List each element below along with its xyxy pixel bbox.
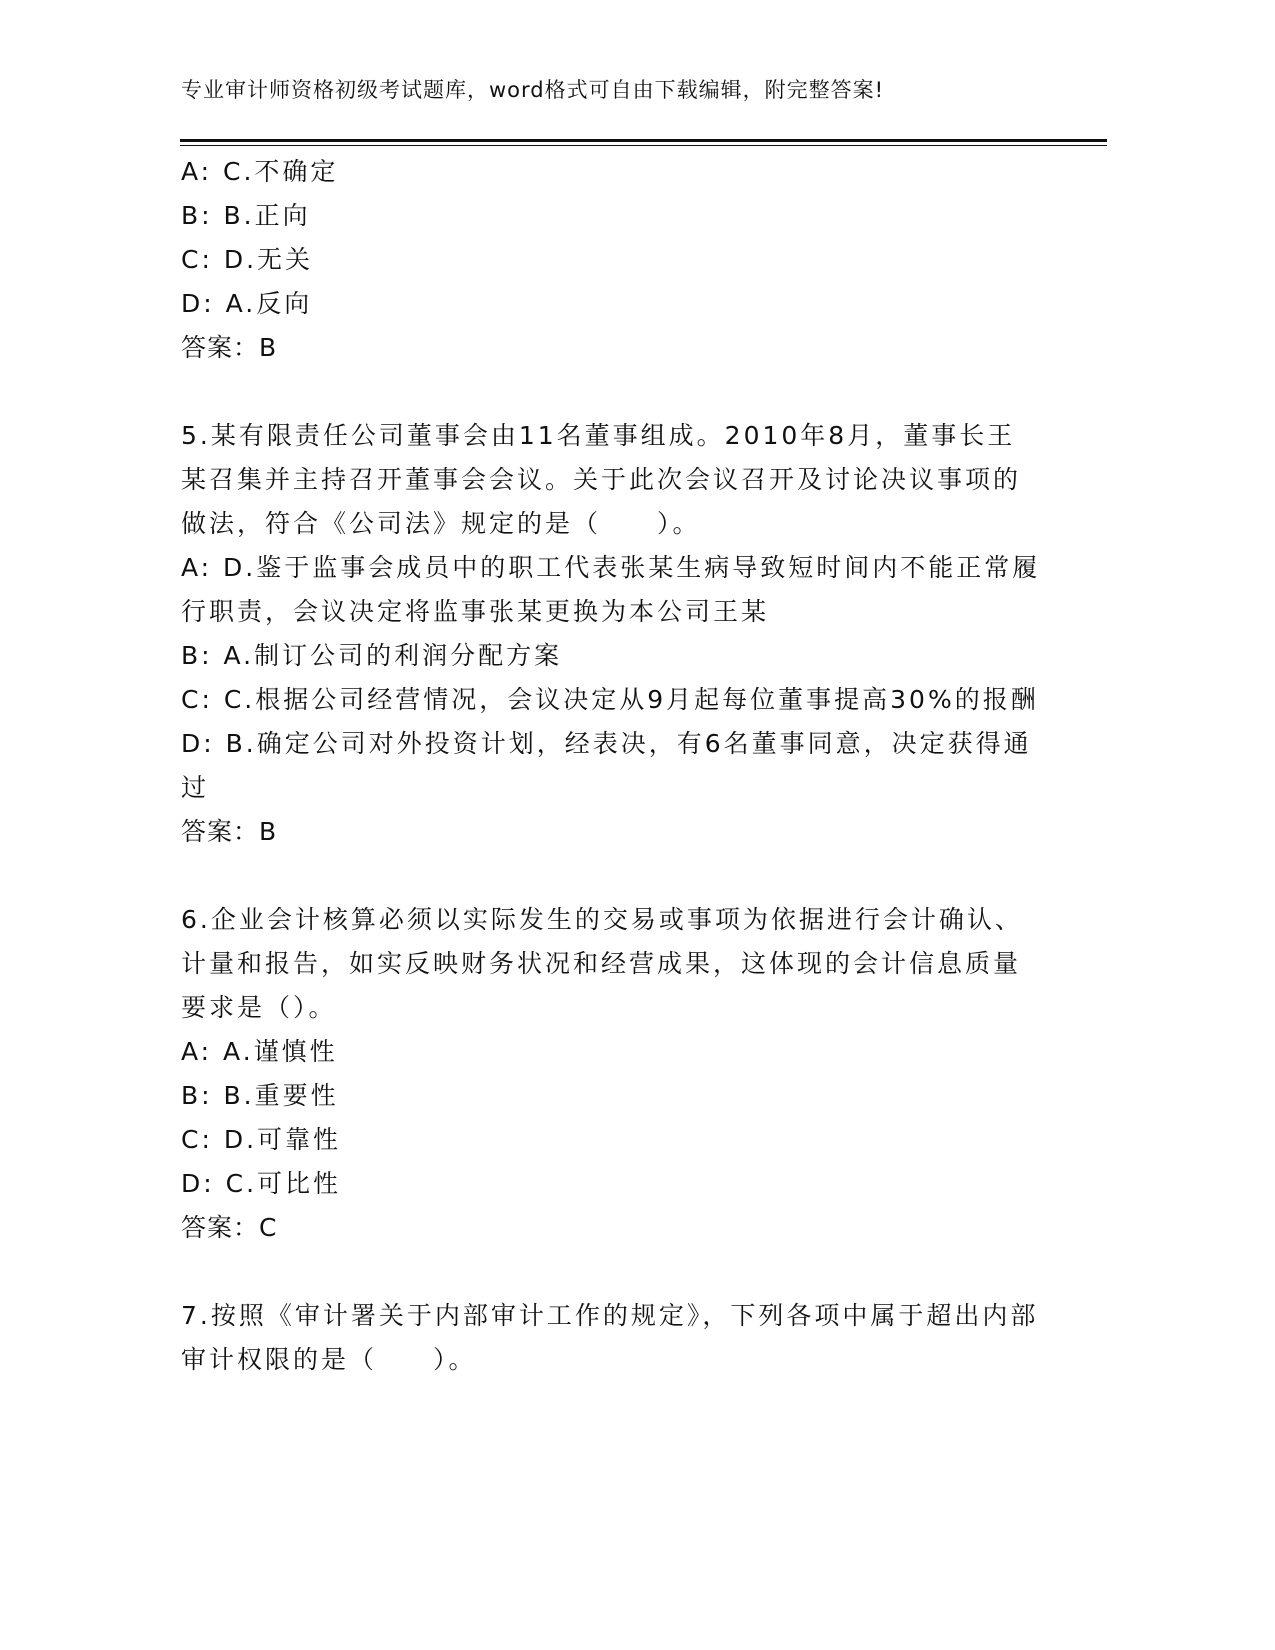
answer-line: 答案：B: [181, 817, 278, 846]
option-a: A: C.不确定: [181, 157, 339, 186]
question-7: [181, 1294, 1041, 1382]
option-c: C: D.可靠性: [181, 1125, 342, 1154]
header-rule-thin: [180, 145, 1107, 146]
answer-line: 答案：C: [181, 1213, 278, 1242]
question-4-continuation: [181, 150, 1041, 370]
question-list: [181, 150, 1041, 1382]
option-c: C: D.无关: [181, 245, 314, 274]
page-header: 专业审计师资格初级考试题库，word格式可自由下载编辑，附完整答案!: [181, 78, 885, 102]
option-b: B: B.重要性: [181, 1081, 339, 1110]
question-stem: 5.某有限责任公司董事会由11名董事组成。2010年8月，董事长王某召集并主持召开董事会会议。关于此次会议召开及讨论决议事项的做法，符合《公司法》规定的是（ ）。: [181, 421, 1022, 538]
option-d: D: C.可比性: [181, 1169, 342, 1198]
option-d: D: A.反向: [181, 289, 313, 318]
option-a: A: A.谨慎性: [181, 1037, 338, 1066]
option-b: B: B.正向: [181, 201, 311, 230]
spacer: [181, 370, 1041, 414]
option-d: D: B.确定公司对外投资计划，经表决，有6名董事同意，决定获得通过: [181, 729, 1032, 802]
spacer: [181, 854, 1041, 898]
option-a: A: D.鉴于监事会成员中的职工代表张某生病导致短时间内不能正常履行职责，会议决定将监事张某更换为本公司王某: [181, 553, 1041, 626]
question-stem: 7.按照《审计署关于内部审计工作的规定》，下列各项中属于超出内部审计权限的是（ ）。: [181, 1301, 1039, 1374]
spacer: [181, 1250, 1041, 1294]
question-5: [181, 414, 1041, 854]
question-stem: 6.企业会计核算必须以实际发生的交易或事项为依据进行会计确认、计量和报告，如实反映财务状况和经营成果，这体现的会计信息质量要求是（）。: [181, 905, 1023, 1022]
header-rule-thick: [180, 139, 1107, 142]
question-6: [181, 898, 1041, 1250]
option-c: C: C.根据公司经营情况，会议决定从9月起每位董事提高30%的报酬: [181, 685, 1039, 714]
answer-line: 答案：B: [181, 333, 278, 362]
option-b: B: A.制订公司的利润分配方案: [181, 641, 563, 670]
